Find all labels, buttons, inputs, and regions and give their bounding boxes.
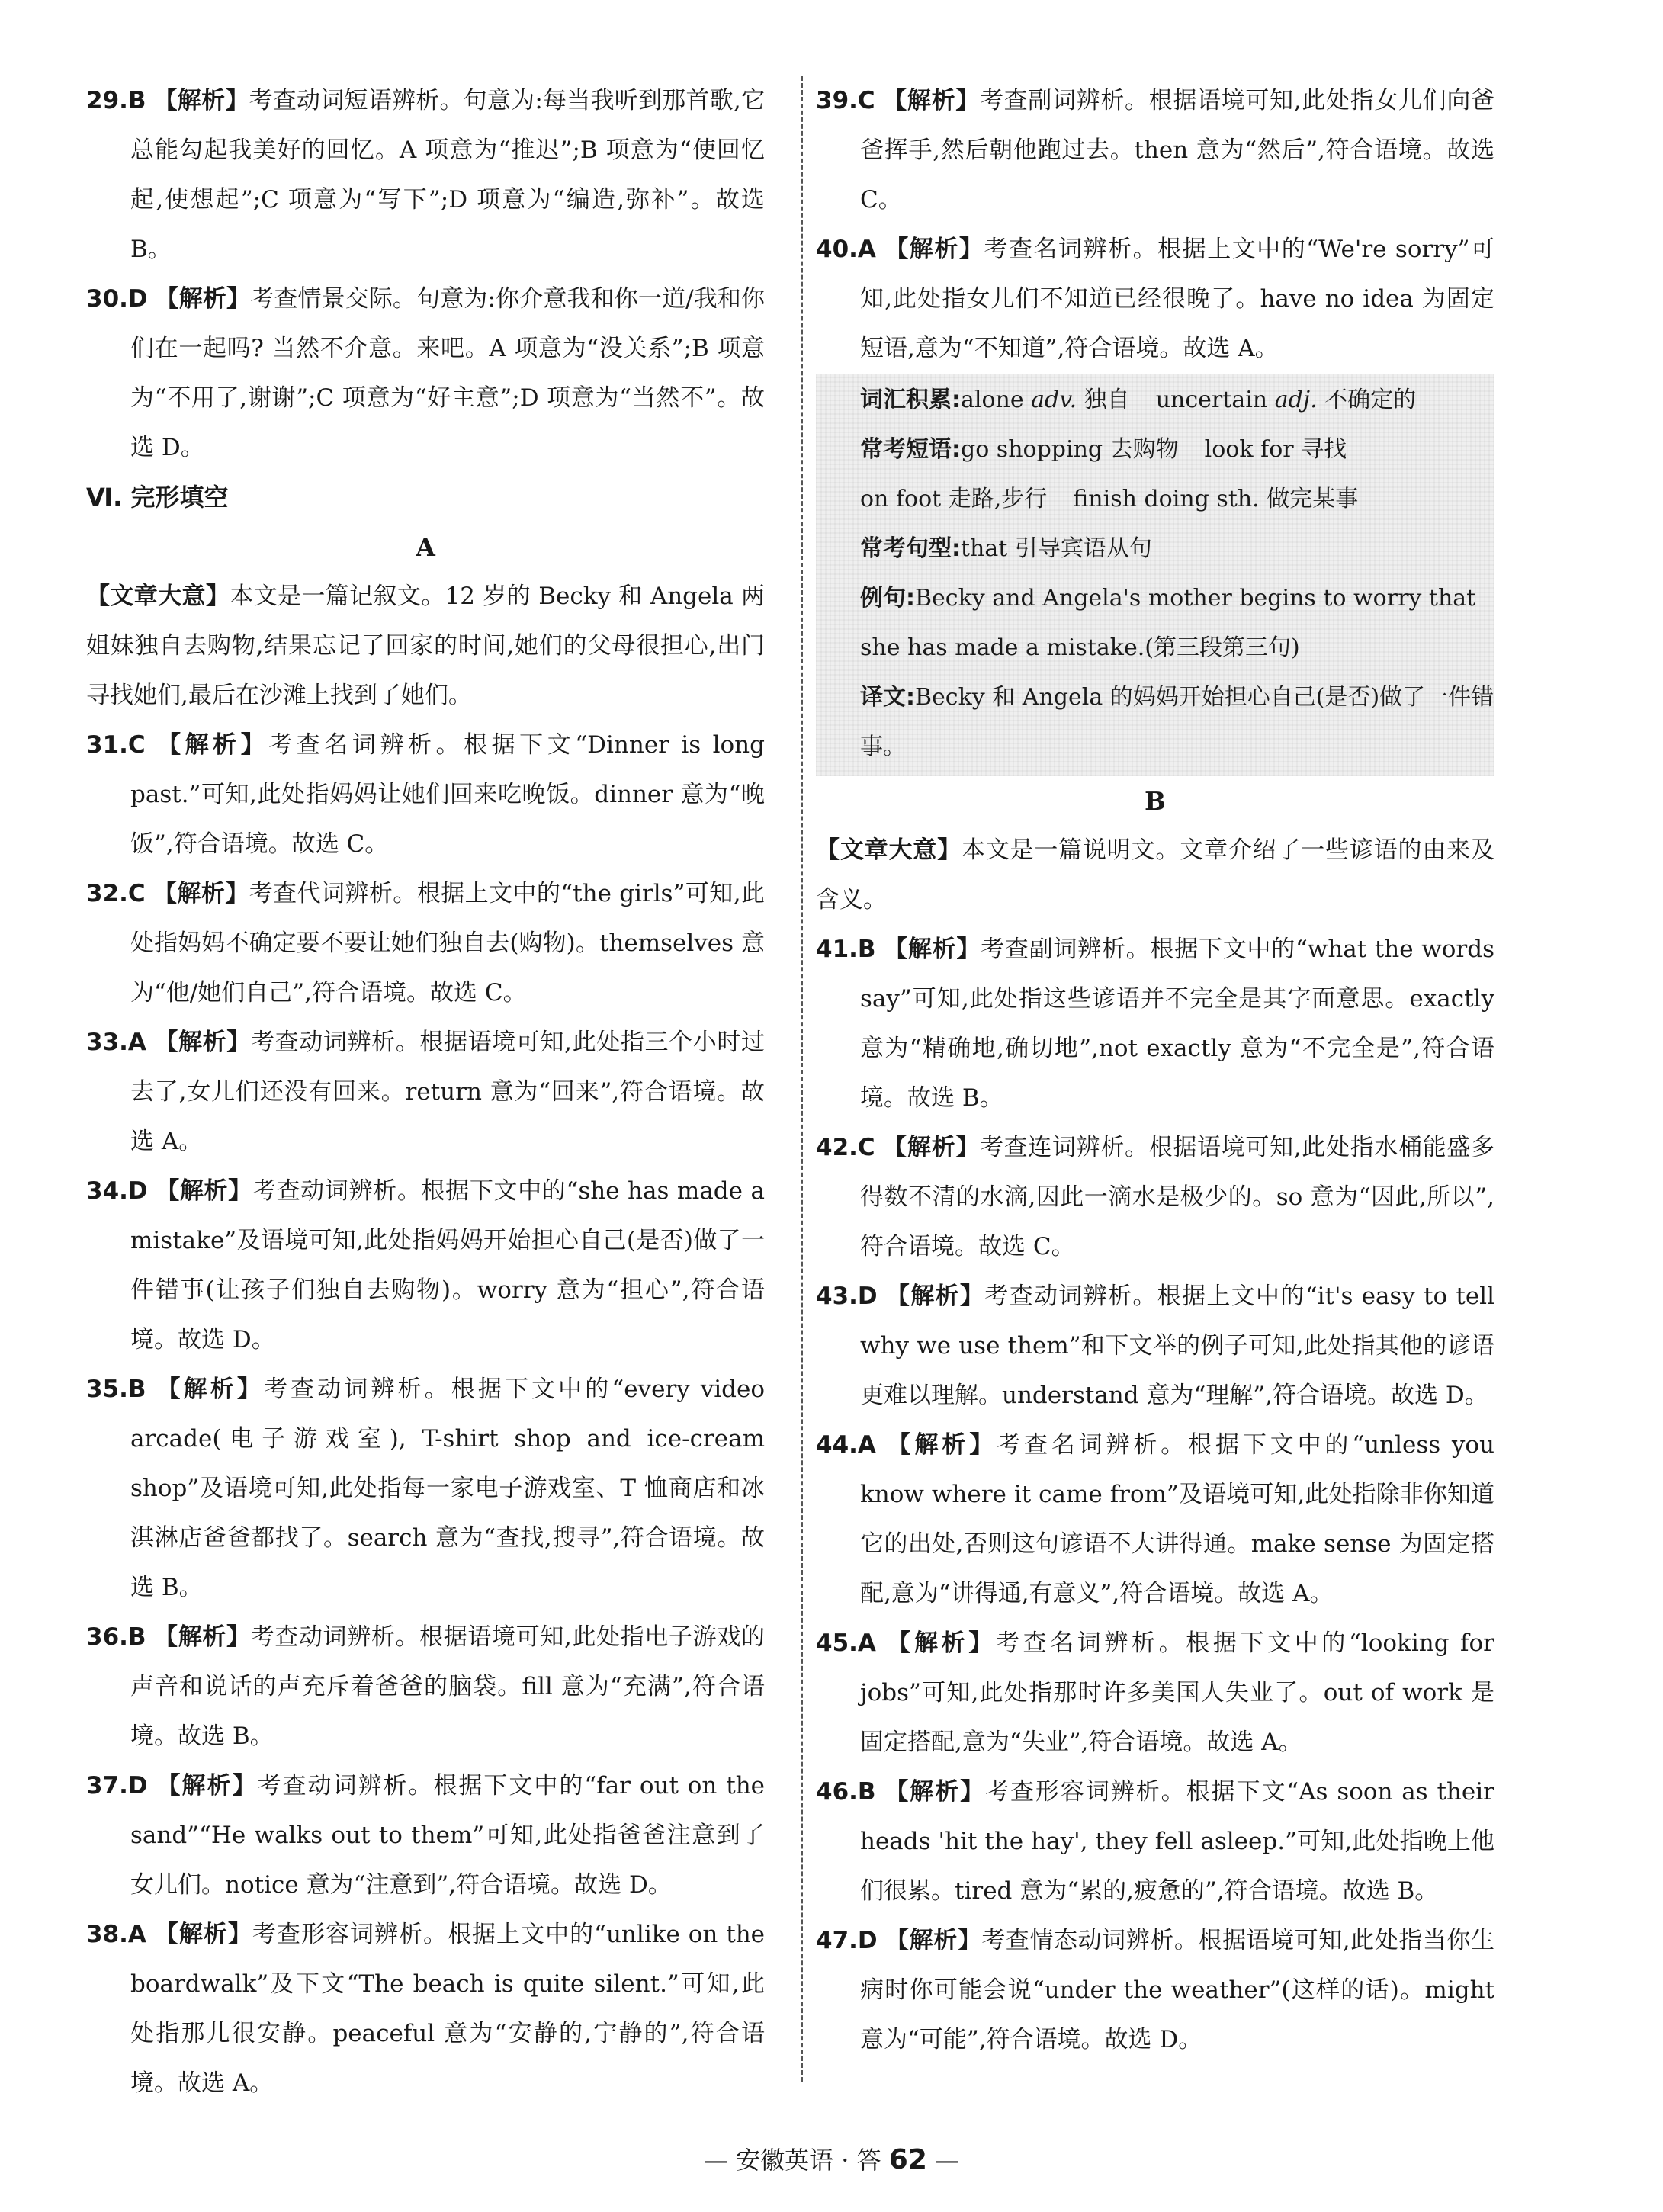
vocab-pos: adv. xyxy=(1031,387,1077,413)
pattern-line xyxy=(860,524,1494,573)
answer-text: 考查副词辨析。根据下文中的“what the words say”可知,此处指这些谚语并不完全是其字面意思。exactly 意为“精确地,确切地”,not exactly 意为“不完全是”,符合语境。故选 B。 xyxy=(860,936,1494,1112)
answer-text: 考查名词辨析。根据下文中的“looking for jobs”可知,此处指那时许多美国人失业了。out of work 是固定搭配,意为“失业”,符合语境。故选 A。 xyxy=(860,1629,1494,1756)
analysis-tag: 【解析】 xyxy=(887,1431,997,1459)
phrase-line xyxy=(860,425,1494,474)
answer-number: 29.B xyxy=(86,87,146,114)
answer-number: 30.D xyxy=(86,285,148,313)
page-number: 62 xyxy=(888,2144,927,2175)
analysis-tag: 【解析】 xyxy=(154,1921,252,1948)
summary-text: 本文是一篇记叙文。12 岁的 Becky 和 Angela 两姐妹独自去购物,结果忘记了回家的时间,她们的父母很担心,出门寻找她们,最后在沙滩上找到了她们。 xyxy=(86,583,765,709)
summary-tag: 【文章大意】 xyxy=(86,583,230,610)
passage-summary-a xyxy=(86,572,765,721)
vocab-meaning: 独自 xyxy=(1084,387,1130,413)
phrase-label: 常考短语: xyxy=(860,436,961,463)
answer-text: 考查动词辨析。根据语境可知,此处指三个小时过去了,女儿们还没有回来。return 意为“回来”,符合语境。故选 A。 xyxy=(130,1029,766,1155)
analysis-tag: 【解析】 xyxy=(156,1376,264,1403)
answer-entry-43 xyxy=(816,1272,1494,1421)
answer-number: 39.C xyxy=(816,87,875,114)
section-title: Ⅵ. 完形填空 xyxy=(86,483,229,512)
answer-text: 考查形容词辨析。根据上文中的“unlike on the boardwalk”及下文“The beach is quite silent.”可知,此处指那儿很安静。peaceful 意为“安静的,宁静的”,符合语境。故选 A。 xyxy=(130,1921,766,2097)
answer-entry-34 xyxy=(86,1167,765,1365)
page-footer xyxy=(0,2141,1663,2179)
answer-entry-32 xyxy=(86,869,765,1018)
pattern-label: 常考句型: xyxy=(860,535,961,562)
passage-a-title: A xyxy=(416,532,435,562)
answer-number: 37.D xyxy=(86,1772,148,1799)
answer-entry-36 xyxy=(86,1613,765,1761)
example-text: Becky and Angela's mother begins to worry that she has made a mistake.(第三段第三句) xyxy=(860,585,1476,661)
footer-dash: — xyxy=(935,2146,960,2175)
answer-number: 34.D xyxy=(86,1177,148,1205)
answer-number: 42.C xyxy=(816,1134,875,1161)
answer-text: 考查动词辨析。根据语境可知,此处指电子游戏的声音和说话的声充斥着爸爸的脑袋。fill 意为“充满”,符合语境。故选 B。 xyxy=(130,1623,765,1750)
answer-text: 考查动词辨析。根据下文中的“she has made a mistake”及语境可知,此处指妈妈开始担心自己(是否)做了一件错事(让孩子们独自去购物)。worry 意为“担心”,符合语境。故选 D。 xyxy=(130,1177,765,1353)
phrase-item: on foot 走路,步行 xyxy=(860,486,1048,512)
answer-text: 考查名词辨析。根据下文“Dinner is long past.”可知,此处指妈妈让她们回来吃晚饭。dinner 意为“晚饭”,符合语境。故选 C。 xyxy=(130,731,765,858)
analysis-tag: 【解析】 xyxy=(154,1029,251,1056)
summary-tag: 【文章大意】 xyxy=(816,836,962,864)
answer-number: 36.B xyxy=(86,1623,146,1651)
answer-text: 考查动词辨析。根据下文中的“every video arcade(电子游戏室), T-shirt shop and ice-cream shop”及语境可知,此处指每一家电子游戏室、T 恤商店和冰淇淋店爸爸都找了。search 意为“查找,搜寻”,符合语境。故选 B。 xyxy=(130,1376,765,1601)
answer-entry-47 xyxy=(816,1916,1494,2065)
answer-number: 41.B xyxy=(816,936,876,963)
answer-entry-29 xyxy=(86,76,765,274)
answer-text: 考查副词辨析。根据语境可知,此处指女儿们向爸爸挥手,然后朝他跑过去。then 意为“然后”,符合语境。故选 C。 xyxy=(860,87,1495,213)
passage-summary-b xyxy=(816,826,1494,925)
analysis-tag: 【解析】 xyxy=(884,236,984,263)
answer-entry-30 xyxy=(86,274,765,473)
pattern-text: that 引导宾语从句 xyxy=(961,535,1152,562)
translation-label: 译文: xyxy=(860,684,915,711)
translation-text: Becky 和 Angela 的妈妈开始担心自己(是否)做了一件错事。 xyxy=(860,684,1494,760)
analysis-tag: 【解析】 xyxy=(155,285,251,313)
right-column xyxy=(816,76,1494,2065)
answer-text: 考查情态动词辨析。根据语境可知,此处指当你生病时你可能会说“under the weather”(这样的话)。might 意为“可能”,符合语境。故选 D。 xyxy=(860,1927,1494,2053)
vocab-label: 词汇积累: xyxy=(860,387,961,413)
answer-entry-37 xyxy=(86,1761,765,1910)
answer-number: 33.A xyxy=(86,1029,146,1056)
analysis-tag: 【解析】 xyxy=(156,1177,252,1205)
analysis-tag: 【解析】 xyxy=(884,1778,986,1806)
analysis-tag: 【解析】 xyxy=(883,1134,980,1161)
phrase-line xyxy=(860,474,1494,524)
answer-number: 35.B xyxy=(86,1376,146,1403)
answer-number: 31.C xyxy=(86,731,146,759)
answer-entry-31 xyxy=(86,721,765,869)
answer-entry-33 xyxy=(86,1018,765,1167)
analysis-tag: 【解析】 xyxy=(157,731,269,759)
vocab-pos: adj. xyxy=(1274,387,1318,413)
answer-number: 47.D xyxy=(816,1927,878,1954)
analysis-tag: 【解析】 xyxy=(152,880,249,907)
vocab-word: uncertain xyxy=(1155,387,1268,413)
analysis-tag: 【解析】 xyxy=(885,1283,985,1310)
answer-entry-42 xyxy=(816,1123,1494,1272)
analysis-tag: 【解析】 xyxy=(887,1629,996,1657)
answer-text: 考查名词辨析。根据下文中的“unless you know where it came from”及语境可知,此处指除非你知道它的出处,否则这句谚语不大讲得通。make sense 为固定搭配,意为“讲得通,有意义”,符合语境。故选 A。 xyxy=(860,1431,1494,1607)
answer-text: 考查代词辨析。根据上文中的“the girls”可知,此处指妈妈不确定要不要让她们独自去(购物)。themselves 意为“他/她们自己”,符合语境。故选 C。 xyxy=(130,880,766,1006)
analysis-tag: 【解析】 xyxy=(884,936,981,963)
answer-entry-46 xyxy=(816,1767,1494,1916)
answer-number: 32.C xyxy=(86,880,146,907)
analysis-tag: 【解析】 xyxy=(156,1772,258,1799)
answer-entry-38 xyxy=(86,1910,765,2108)
phrase-item: look for 寻找 xyxy=(1204,436,1347,463)
answer-entry-45 xyxy=(816,1619,1494,1767)
answer-entry-35 xyxy=(86,1365,765,1613)
summary-text: 本文是一篇说明文。文章介绍了一些谚语的由来及含义。 xyxy=(816,836,1494,913)
vocab-word: alone xyxy=(961,387,1024,413)
footer-label: — 安徽英语 · 答 xyxy=(703,2146,881,2175)
vocab-meaning: 不确定的 xyxy=(1324,387,1417,413)
answer-text: 考查动词短语辨析。句意为:每当我听到那首歌,它总能勾起我美好的回忆。A 项意为“推迟”;B 项意为“使回忆起,使想起”;C 项意为“写下”;D 项意为“编造,弥补”。故选 B。 xyxy=(130,87,766,263)
answer-text: 考查名词辨析。根据上文中的“We're sorry”可知,此处指女儿们不知道已经很晚了。have no idea 为固定短语,意为“不知道”,符合语境。故选 A。 xyxy=(860,236,1495,362)
phrase-item: go shopping 去购物 xyxy=(961,436,1179,463)
translation-line xyxy=(860,673,1494,772)
answer-entry-39 xyxy=(816,76,1494,225)
answer-text: 考查连词辨析。根据语境可知,此处指水桶能盛多得数不清的水滴,因此一滴水是极少的。so 意为“因此,所以”,符合语境。故选 C。 xyxy=(860,1134,1495,1260)
example-label: 例句: xyxy=(860,585,915,612)
answer-entry-40 xyxy=(816,225,1494,374)
analysis-tag: 【解析】 xyxy=(153,87,249,114)
answer-text: 考查动词辨析。根据上文中的“it's easy to tell why we use them”和下文举的例子可知,此处指其他的谚语更难以理解。understand 意为“理解”,符合语境。故选 D。 xyxy=(860,1283,1495,1409)
column-divider xyxy=(801,76,803,2082)
answer-number: 45.A xyxy=(816,1629,876,1657)
answer-number: 40.A xyxy=(816,236,876,263)
answer-entry-41 xyxy=(816,925,1494,1123)
analysis-tag: 【解析】 xyxy=(883,87,980,114)
left-column xyxy=(86,76,765,2108)
analysis-tag: 【解析】 xyxy=(154,1623,251,1651)
passage-b-title: B xyxy=(1145,786,1166,816)
answer-number: 44.A xyxy=(816,1431,876,1459)
phrase-item: finish doing sth. 做完某事 xyxy=(1073,486,1359,512)
vocab-line xyxy=(860,375,1494,425)
answer-number: 43.D xyxy=(816,1283,878,1310)
answer-text: 考查情景交际。句意为:你介意我和你一道/我和你们在一起吗? 当然不介意。来吧。A 项意为“没关系”;B 项意为“不用了,谢谢”;C 项意为“好主意”;D 项意为“当然不”。故选 D。 xyxy=(130,285,766,461)
vocabulary-box xyxy=(816,374,1494,776)
answer-number: 38.A xyxy=(86,1921,146,1948)
answer-entry-44 xyxy=(816,1421,1494,1619)
example-line xyxy=(860,573,1494,673)
answer-text: 考查动词辨析。根据下文中的“far out on the sand”“He walks out to them”可知,此处指爸爸注意到了女儿们。notice 意为“注意到”,符合语境。故选 D。 xyxy=(130,1772,766,1899)
answer-text: 考查形容词辨析。根据下文“As soon as their heads 'hit the hay', they fell asleep.”可知,此处指晚上他们很累。tired 意为“累的,疲惫的”,符合语境。故选 B。 xyxy=(860,1778,1494,1905)
answer-number: 46.B xyxy=(816,1778,876,1806)
analysis-tag: 【解析】 xyxy=(885,1927,982,1954)
